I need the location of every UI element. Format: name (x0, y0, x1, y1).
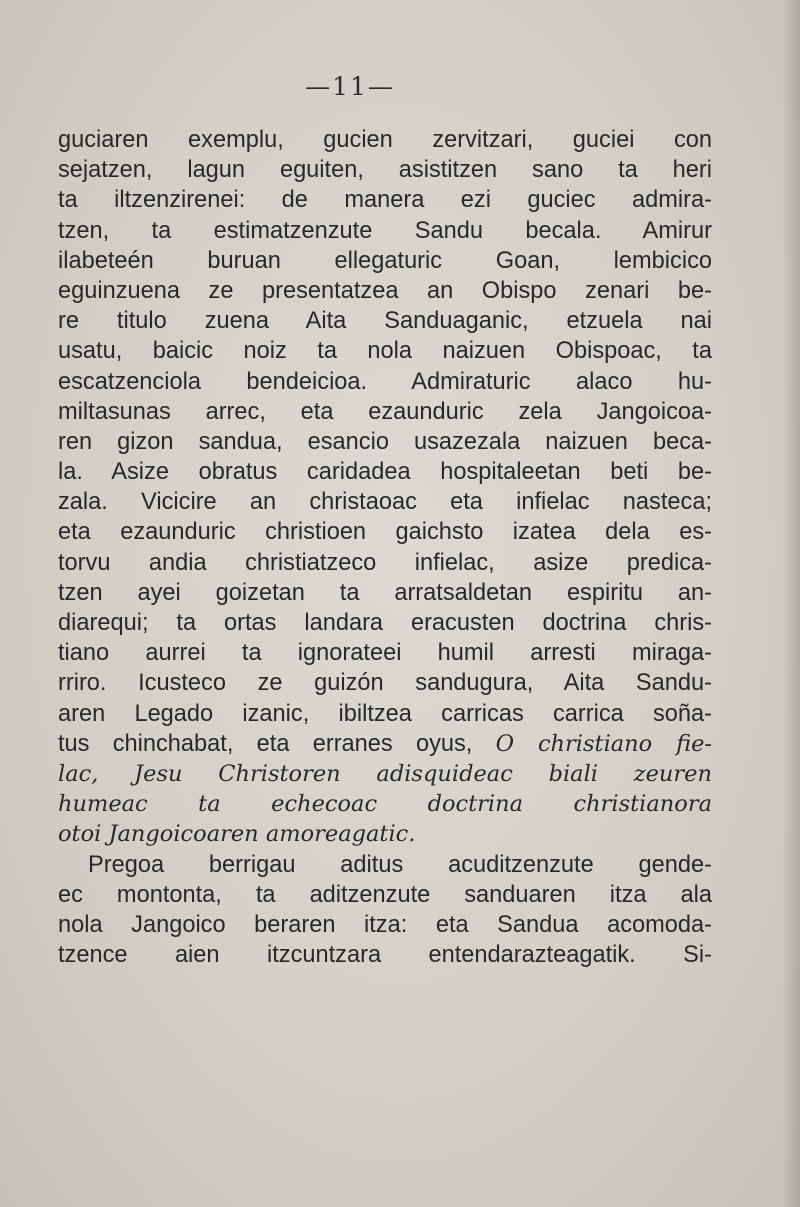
text-line: sejatzen, lagun eguiten, asistitzen sano ta heri (58, 157, 712, 184)
text-line-italic: humeac ta echecoac doctrina christianora (58, 791, 712, 818)
page-edge-shadow (782, 0, 800, 1207)
text-line-mixed (58, 729, 712, 759)
text-line-italic: lac, Jesu Christoren adisquideac biali zeuren (58, 760, 712, 787)
text-line: nola Jangoico beraren itza: eta Sandua acomoda- (58, 911, 712, 938)
body-text (58, 125, 712, 970)
text-line-roman: tus chinchabat, eta erranes oyus, (58, 730, 473, 757)
text-line: ta iltzenzirenei: de manera ezi guciec admira- (58, 187, 712, 214)
text-line-italic: O christiano fie- (495, 730, 712, 757)
text-line: usatu, baicic noiz ta nola naizuen Obispoac, ta (58, 338, 712, 365)
text-line: re titulo zuena Aita Sanduaganic, etzuela nai (58, 308, 712, 335)
text-line: ren gizon sandua, esancio usazezala naizuen beca- (58, 428, 712, 455)
text-line: tiano aurrei ta ignorateei humil arresti miraga- (58, 640, 712, 667)
text-line: rriro. Icusteco ze guizón sandugura, Aita Sandu- (58, 670, 712, 697)
text-line: eta ezaunduric christioen gaichsto izatea dela es- (58, 519, 712, 546)
text-line: ec montonta, ta aditzenzute sanduaren itza ala (58, 881, 712, 908)
text-line: zala. Vicicire an christaoac eta infielac nasteca; (58, 489, 712, 516)
text-line: ilabeteén buruan ellegaturic Goan, lembicico (58, 247, 712, 274)
text-line: miltasunas arrec, eta ezaunduric zela Jangoicoa- (58, 398, 712, 425)
text-line: tzen ayei goizetan ta arratsaldetan espiritu an- (58, 579, 712, 606)
text-line: escatzenciola bendeicioa. Admiraturic alaco hu- (58, 368, 712, 395)
text-line: tzen, ta estimatzenzute Sandu becala. Amirur (58, 217, 712, 244)
text-line: guciaren exemplu, gucien zervitzari, guciei con (58, 127, 712, 153)
text-line: la. Asize obratus caridadea hospitaleetan beti be- (58, 459, 712, 486)
text-line: eguinzuena ze presentatzea an Obispo zenari be- (58, 277, 712, 304)
text-line: diarequi; ta ortas landara eracusten doctrina chris- (58, 610, 712, 636)
text-line: torvu andia christiatzeco infielac, asize predica- (58, 549, 712, 576)
text-line-italic: otoi Jangoicoaren amoreagatic. (58, 821, 416, 848)
page-number: —11— (305, 72, 395, 101)
paragraph-start-line: Pregoa berrigau aditus acuditzenzute gende- (88, 851, 712, 878)
text-line: tzence aien itzcuntzara entendarazteagatik. Si- (58, 942, 712, 969)
text-line: aren Legado izanic, ibiltzea carricas carrica soña- (58, 700, 712, 727)
